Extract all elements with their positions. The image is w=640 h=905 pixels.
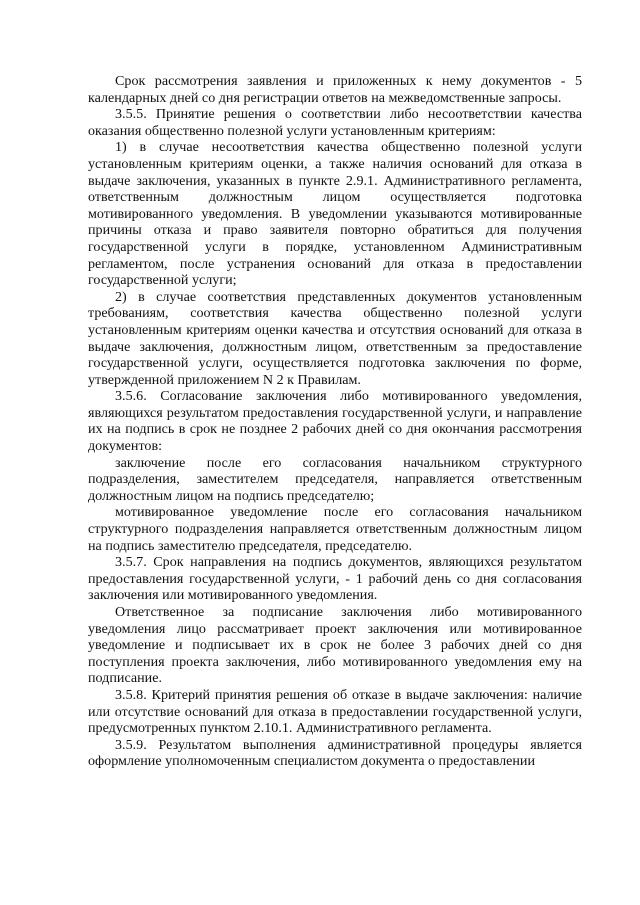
paragraph-item-1: 1) в случае несоответствия качества общественно полезной услуги установленным критериям оценки, а также наличия оснований для отказа в выдаче заключения, указанных в пункте 2.9.1. Административного регламента, ответственным должностным лицом осуществляется подготовка мотивированного уведомления. В уведомлении указываются мотивированные причины отказа и право заявителя повторно обратиться для получения государственной услуги в порядке, установленном Административным регламентом, после устранения оснований для отказа в предоставлении государственной услуги; bbox=[88, 139, 582, 289]
paragraph-3-5-6: 3.5.6. Согласование заключения либо мотивированного уведомления, являющихся результатом предоставления государственной услуги, и направление их на подпись в срок не позднее 2 рабочих дней со дня окончания рассмотрения документов: bbox=[88, 388, 582, 455]
paragraph-item-2: 2) в случае соответствия представленных документов установленным требованиям, соответствия качества общественно полезной услуги установленным критериям оценки качества и отсутствия оснований для отказа в выдаче заключения, должностным лицом, ответственным за предоставление государственной услуги, осуществляется подготовка заключения по форме, утвержденной приложением N 2 к Правилам. bbox=[88, 288, 582, 388]
document-page bbox=[88, 73, 582, 770]
paragraph-3-5-5: 3.5.5. Принятие решения о соответствии либо несоответствии качества оказания общественно полезной услуги установленным критериям: bbox=[88, 106, 582, 139]
paragraph-3-5-9: 3.5.9. Результатом выполнения административной процедуры является оформление уполномоченным специалистом документа о предоставлении bbox=[88, 736, 582, 770]
paragraph-3-5-7: 3.5.7. Срок направления на подпись документов, являющихся результатом предоставления государственной услуги, - 1 рабочий день со дня согласования заключения или мотивированного уведомления. bbox=[88, 554, 582, 604]
paragraph-notice-approval: мотивированное уведомление после его согласования начальником структурного подразделения направляется ответственным должностным лицом на подпись заместителю председателя, председателю. bbox=[88, 504, 582, 554]
paragraph-review-period: Срок рассмотрения заявления и приложенных к нему документов - 5 календарных дней со дня регистрации ответов на межведомственные запросы. bbox=[88, 73, 582, 106]
paragraph-conclusion-approval: заключение после его согласования начальником структурного подразделения, заместителем председателя, направляется ответственным должностным лицом на подпись председателю; bbox=[88, 454, 582, 504]
paragraph-3-5-8: 3.5.8. Критерий принятия решения об отказе в выдаче заключения: наличие или отсутствие оснований для отказа в предоставлении государственной услуги, предусмотренных пунктом 2.10.1. Административного регламента. bbox=[88, 686, 582, 737]
paragraph-signing: Ответственное за подписание заключения либо мотивированного уведомления лицо рассматривает проект заключения или мотивированное уведомление и подписывает их в срок не более 3 рабочих дней со дня поступления проекта заключения, либо мотивированного уведомления ему на подписание. bbox=[88, 604, 582, 687]
